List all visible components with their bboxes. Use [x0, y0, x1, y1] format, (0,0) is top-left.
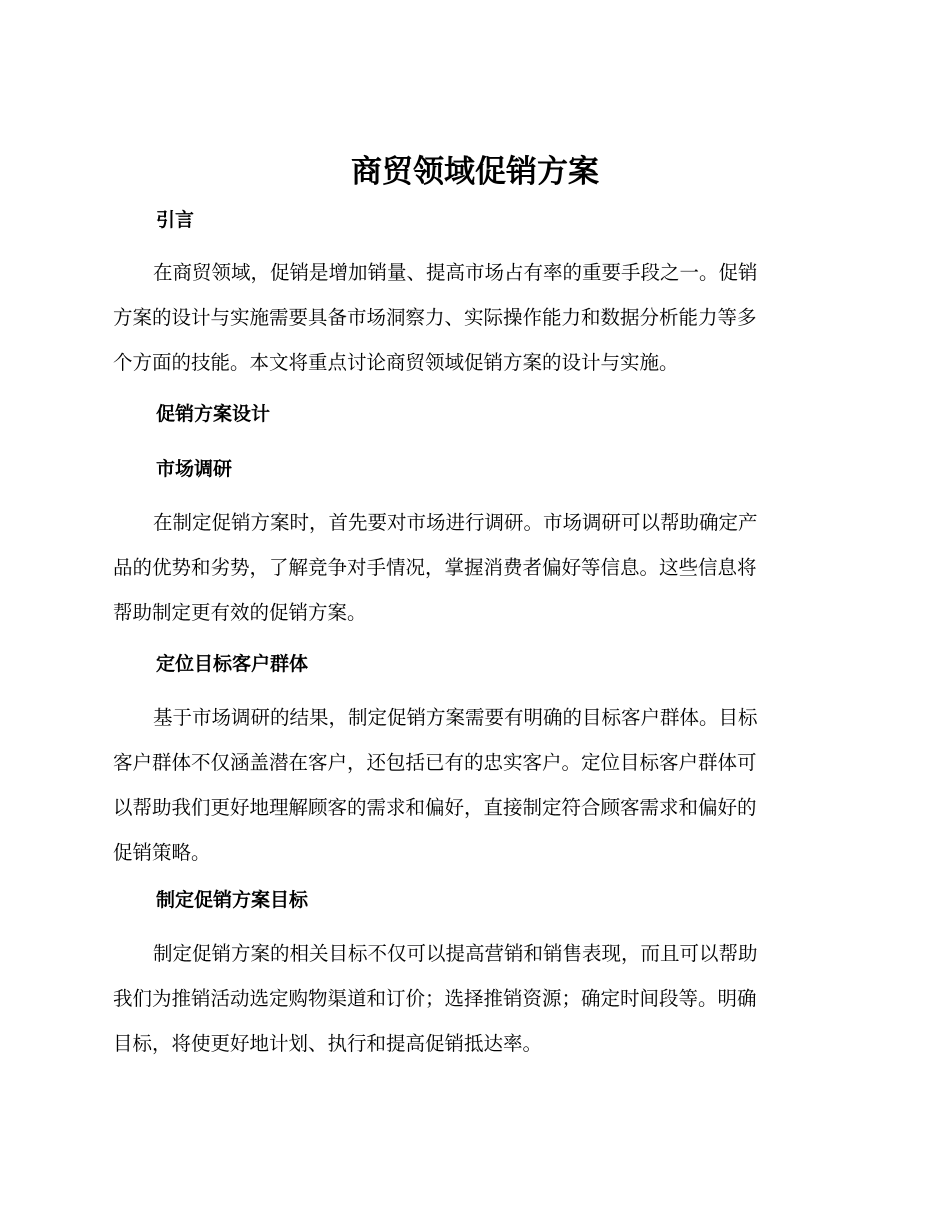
section-paragraph-intro: [113, 250, 830, 385]
paragraph-line: 品的优势和劣势，了解竞争对手情况，掌握消费者偏好等信息。这些信息将: [113, 556, 757, 579]
document-title: 商贸领域促销方案: [351, 154, 599, 190]
paragraph-line: 帮助制定更有效的促销方案。: [113, 601, 367, 624]
section-paragraph-target-customers: [113, 695, 830, 875]
paragraph-line: 促销策略。: [113, 841, 211, 864]
paragraph-line: 在制定促销方案时，首先要对市场进行调研。市场调研可以帮助确定产: [153, 511, 758, 534]
paragraph-line: 以帮助我们更好地理解顾客的需求和偏好，直接制定符合顾客需求和偏好的: [113, 796, 757, 819]
paragraph-line: 在商贸领域，促销是增加销量、提高市场占有率的重要手段之一。促销: [153, 261, 758, 284]
paragraph-line: 我们为推销活动选定购物渠道和订价；选择推销资源；确定时间段等。明确: [113, 987, 757, 1010]
section-paragraph-market-research: [113, 500, 830, 635]
section-heading-intro: 引言: [156, 209, 195, 231]
paragraph-line: 客户群体不仅涵盖潜在客户，还包括已有的忠实客户。定位目标客户群体可: [113, 751, 757, 774]
section-heading-design: 促销方案设计: [156, 403, 271, 425]
paragraph-line: 目标，将使更好地计划、执行和提高促销抵达率。: [113, 1032, 543, 1055]
section-paragraph-goals: [113, 931, 830, 1066]
section-heading-goals: 制定促销方案目标: [156, 889, 309, 911]
section-heading-target-customers: 定位目标客户群体: [156, 653, 309, 675]
paragraph-line: 制定促销方案的相关目标不仅可以提高营销和销售表现，而且可以帮助: [153, 942, 758, 965]
paragraph-line: 基于市场调研的结果，制定促销方案需要有明确的目标客户群体。目标: [153, 706, 758, 729]
paragraph-line: 个方面的技能。本文将重点讨论商贸领域促销方案的设计与实施。: [113, 351, 679, 374]
section-heading-market-research: 市场调研: [156, 458, 233, 480]
paragraph-line: 方案的设计与实施需要具备市场洞察力、实际操作能力和数据分析能力等多: [113, 306, 757, 329]
